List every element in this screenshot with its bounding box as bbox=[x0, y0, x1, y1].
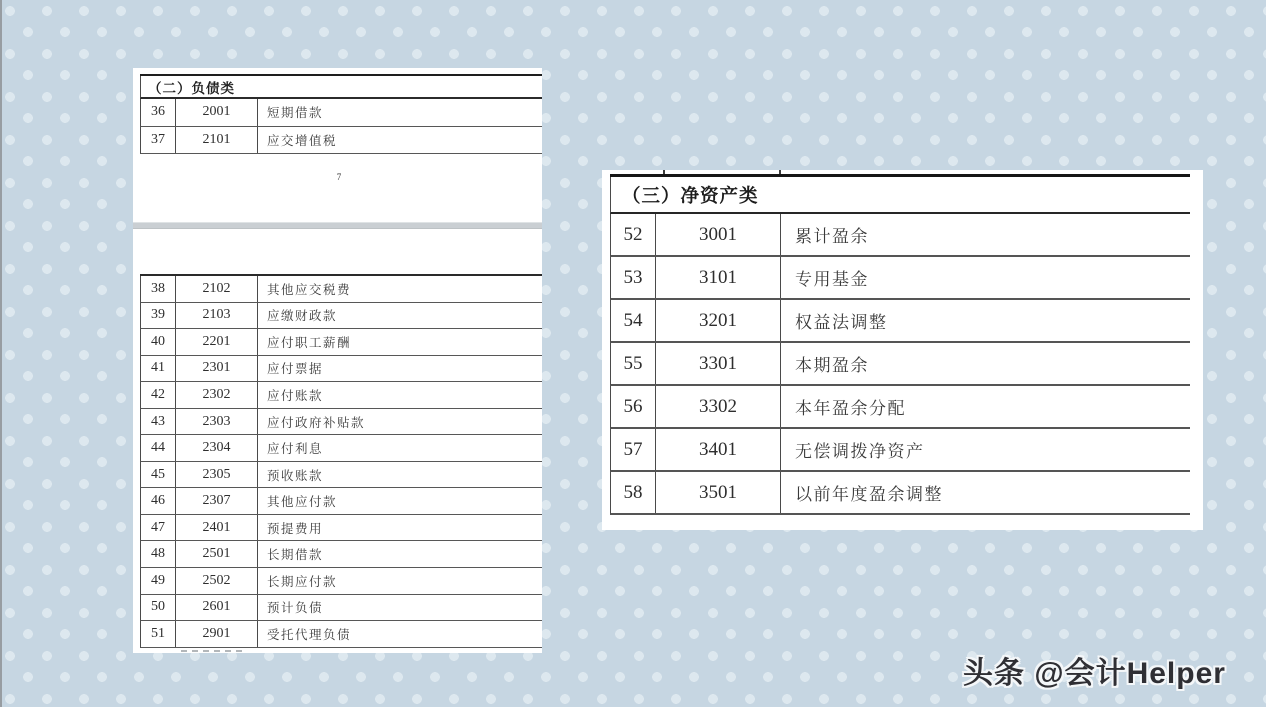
account-code-cell: 2401 bbox=[176, 515, 258, 541]
table-row bbox=[610, 300, 1190, 343]
row-number-cell: 41 bbox=[141, 356, 176, 382]
account-code-cell: 3001 bbox=[656, 214, 781, 255]
account-code-cell: 2305 bbox=[176, 462, 258, 488]
row-number-cell: 46 bbox=[141, 488, 176, 514]
document-page-left bbox=[133, 68, 542, 653]
account-name-cell: 其他应交税费 bbox=[267, 282, 352, 297]
account-code-cell: 3101 bbox=[656, 257, 781, 298]
account-code-cell: 2501 bbox=[176, 541, 258, 567]
table-row bbox=[610, 386, 1190, 429]
row-number-cell: 37 bbox=[141, 127, 176, 154]
account-code-cell: 2303 bbox=[176, 409, 258, 435]
account-code-cell: 2103 bbox=[176, 303, 258, 329]
row-number-cell: 49 bbox=[141, 568, 176, 594]
account-name-cell: 受托代理负债 bbox=[267, 627, 352, 642]
table-row bbox=[610, 429, 1190, 472]
account-code-cell: 2102 bbox=[176, 276, 258, 302]
table-row bbox=[140, 99, 542, 127]
row-number-cell: 53 bbox=[611, 257, 656, 298]
row-number-cell: 48 bbox=[141, 541, 176, 567]
account-name-cell: 应付利息 bbox=[267, 442, 324, 457]
row-number-cell: 51 bbox=[141, 621, 176, 647]
liabilities-table-bottom bbox=[140, 274, 542, 648]
account-name-cell: 短期借款 bbox=[267, 106, 324, 121]
account-name-cell: 长期应付款 bbox=[267, 574, 338, 589]
row-number-cell: 58 bbox=[611, 472, 656, 513]
table-row bbox=[140, 127, 542, 155]
row-number-cell: 54 bbox=[611, 300, 656, 341]
row-number-cell: 39 bbox=[141, 303, 176, 329]
table-row bbox=[140, 462, 542, 489]
account-code-cell: 2601 bbox=[176, 595, 258, 621]
table-row bbox=[140, 435, 542, 462]
account-code-cell: 3201 bbox=[656, 300, 781, 341]
row-number-cell: 43 bbox=[141, 409, 176, 435]
table-row bbox=[610, 343, 1190, 386]
row-number-cell: 57 bbox=[611, 429, 656, 470]
account-name-cell: 预计负债 bbox=[267, 601, 324, 616]
account-name-cell: 本期盈余 bbox=[795, 356, 869, 375]
account-code-cell: 2304 bbox=[176, 435, 258, 461]
account-code-cell: 2901 bbox=[176, 621, 258, 647]
row-number-cell: 55 bbox=[611, 343, 656, 384]
table-row bbox=[140, 595, 542, 622]
table-row bbox=[140, 515, 542, 542]
account-name-cell: 累计盈余 bbox=[795, 227, 869, 246]
table-row bbox=[140, 568, 542, 595]
row-number-cell: 42 bbox=[141, 382, 176, 408]
account-name-cell: 无偿调拨净资产 bbox=[795, 442, 925, 461]
net-assets-table bbox=[610, 174, 1190, 515]
account-name-cell: 预收账款 bbox=[267, 468, 324, 483]
table-row bbox=[140, 356, 542, 383]
row-number-cell: 40 bbox=[141, 329, 176, 355]
account-name-cell: 应交增值税 bbox=[267, 133, 338, 148]
screenshot-left-edge bbox=[0, 0, 2, 707]
row-number-cell: 38 bbox=[141, 276, 176, 302]
account-code-cell: 2301 bbox=[176, 356, 258, 382]
account-name-cell: 专用基金 bbox=[795, 270, 869, 289]
watermark-toutiao-account: 头条 @会计Helper bbox=[963, 657, 1226, 690]
page-number: 7 bbox=[336, 172, 342, 182]
account-code-cell: 3401 bbox=[656, 429, 781, 470]
account-name-cell: 其他应付款 bbox=[267, 495, 338, 510]
account-code-cell: 2307 bbox=[176, 488, 258, 514]
account-name-cell: 权益法调整 bbox=[795, 313, 888, 332]
row-number-cell: 52 bbox=[611, 214, 656, 255]
row-number-cell: 50 bbox=[141, 595, 176, 621]
section-header-net-assets: （三）净资产类 bbox=[610, 177, 1190, 214]
table-row bbox=[610, 472, 1190, 515]
table-row bbox=[140, 329, 542, 356]
table-row bbox=[140, 276, 542, 303]
row-number-cell: 45 bbox=[141, 462, 176, 488]
table-row bbox=[140, 541, 542, 568]
row-number-cell: 44 bbox=[141, 435, 176, 461]
row-number-cell: 36 bbox=[141, 99, 176, 126]
account-name-cell: 应付政府补贴款 bbox=[267, 415, 366, 430]
table-row bbox=[610, 257, 1190, 300]
account-code-cell: 2502 bbox=[176, 568, 258, 594]
liabilities-table-top bbox=[140, 74, 542, 154]
account-code-cell: 2001 bbox=[176, 99, 258, 126]
page-break-divider bbox=[133, 222, 542, 229]
table-row bbox=[140, 382, 542, 409]
row-number-cell: 56 bbox=[611, 386, 656, 427]
table-row bbox=[140, 409, 542, 436]
account-name-cell: 本年盈余分配 bbox=[795, 399, 906, 418]
account-name-cell: 长期借款 bbox=[267, 548, 324, 563]
account-name-cell: 应付票据 bbox=[267, 362, 324, 377]
account-code-cell: 3501 bbox=[656, 472, 781, 513]
table-row bbox=[140, 621, 542, 648]
section-header-liabilities: （二）负债类 bbox=[140, 76, 542, 99]
account-name-cell: 应付职工薪酬 bbox=[267, 335, 352, 350]
row-number-cell: 47 bbox=[141, 515, 176, 541]
document-page-right bbox=[602, 170, 1203, 530]
account-code-cell: 3301 bbox=[656, 343, 781, 384]
table-row bbox=[610, 214, 1190, 257]
cut-off-row-remnant bbox=[181, 650, 243, 652]
account-name-cell: 预提费用 bbox=[267, 521, 324, 536]
account-name-cell: 应缴财政款 bbox=[267, 309, 338, 324]
account-code-cell: 2101 bbox=[176, 127, 258, 154]
table-row bbox=[140, 488, 542, 515]
account-code-cell: 3302 bbox=[656, 386, 781, 427]
account-code-cell: 2302 bbox=[176, 382, 258, 408]
table-row bbox=[140, 303, 542, 330]
account-code-cell: 2201 bbox=[176, 329, 258, 355]
account-name-cell: 以前年度盈余调整 bbox=[795, 485, 943, 504]
account-name-cell: 应付账款 bbox=[267, 388, 324, 403]
